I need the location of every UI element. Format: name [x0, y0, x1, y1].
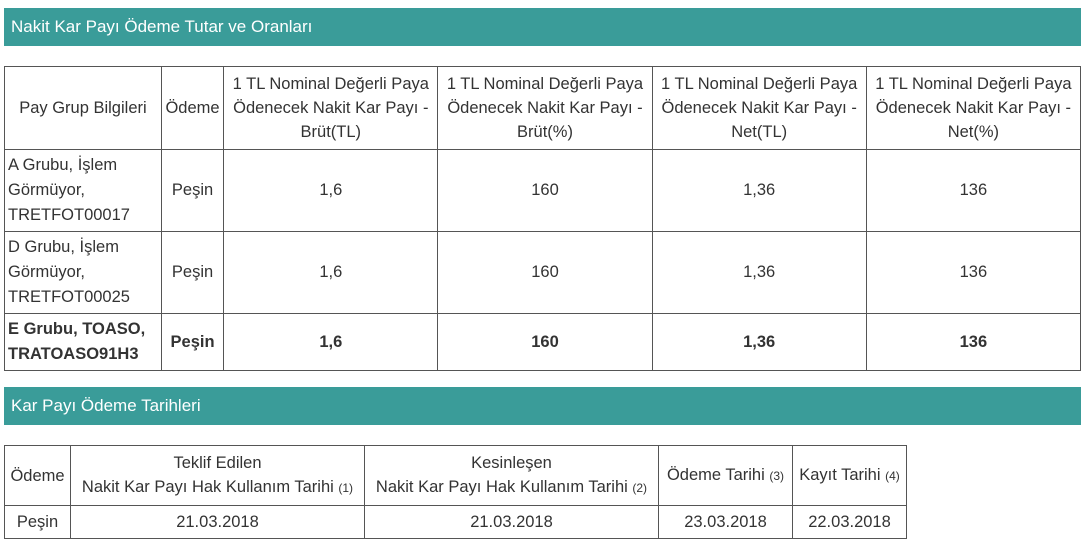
net-percent-cell: 136	[866, 314, 1080, 371]
gross-percent-cell: 160	[438, 232, 652, 314]
share-group-cell: A Grubu, İşlem Görmüyor, TRETFOT00017	[5, 150, 162, 232]
section-title: Nakit Kar Payı Ödeme Tutar ve Oranları	[11, 17, 313, 36]
column-header: Ödeme	[161, 67, 223, 150]
footnote-marker: (4)	[885, 469, 900, 483]
column-header: 1 TL Nominal Değerli Paya Ödenecek Nakit Kar Payı - Net(TL)	[652, 67, 866, 150]
payment-type-cell: Peşin	[161, 314, 223, 371]
payment-date-cell: 23.03.2018	[659, 506, 793, 539]
gross-tl-cell: 1,6	[224, 314, 438, 371]
net-percent-cell: 136	[866, 232, 1080, 314]
column-header: 1 TL Nominal Değerli Paya Ödenecek Nakit Kar Payı - Brüt(%)	[438, 67, 652, 150]
section-title: Kar Payı Ödeme Tarihleri	[11, 396, 201, 415]
footnote-marker: (1)	[338, 481, 354, 495]
table-row	[5, 150, 1081, 232]
dividend-amounts-section-header	[4, 8, 1081, 46]
table-row	[5, 232, 1081, 314]
net-tl-cell: 1,36	[652, 150, 866, 232]
table-row-highlighted	[5, 314, 1081, 371]
net-tl-cell: 1,36	[652, 314, 866, 371]
payment-dates-section-header	[4, 387, 1081, 425]
column-header: Ödeme Tarihi (3)	[659, 446, 793, 506]
column-header: Kesinleşen Nakit Kar Payı Hak Kullanım Tarihi (2)	[365, 446, 659, 506]
dividend-amounts-table	[4, 66, 1081, 371]
proposed-right-date-cell: 21.03.2018	[71, 506, 365, 539]
gross-percent-cell: 160	[438, 314, 652, 371]
gross-tl-cell: 1,6	[224, 150, 438, 232]
gross-tl-cell: 1,6	[224, 232, 438, 314]
column-header: Kayıt Tarihi (4)	[793, 446, 907, 506]
column-header: Pay Grup Bilgileri	[5, 67, 162, 150]
record-date-cell: 22.03.2018	[793, 506, 907, 539]
share-group-cell: D Grubu, İşlem Görmüyor, TRETFOT00025	[5, 232, 162, 314]
footnote-marker: (3)	[769, 469, 785, 483]
net-percent-cell: 136	[866, 150, 1080, 232]
column-header: 1 TL Nominal Değerli Paya Ödenecek Nakit Kar Payı - Brüt(TL)	[224, 67, 438, 150]
payment-dates-table	[4, 445, 907, 539]
table-header-row	[5, 67, 1081, 150]
gross-percent-cell: 160	[438, 150, 652, 232]
table-header-row	[5, 446, 907, 506]
final-right-date-cell: 21.03.2018	[365, 506, 659, 539]
payment-type-cell: Peşin	[5, 506, 71, 539]
payment-type-cell: Peşin	[161, 150, 223, 232]
column-header: 1 TL Nominal Değerli Paya Ödenecek Nakit Kar Payı - Net(%)	[866, 67, 1080, 150]
table-row	[5, 506, 907, 539]
net-tl-cell: 1,36	[652, 232, 866, 314]
column-header: Ödeme	[5, 446, 71, 506]
column-header: Teklif Edilen Nakit Kar Payı Hak Kullanım Tarihi (1)	[71, 446, 365, 506]
footnote-marker: (2)	[632, 481, 648, 495]
share-group-cell: E Grubu, TOASO, TRATOASO91H3	[5, 314, 162, 371]
payment-type-cell: Peşin	[161, 232, 223, 314]
